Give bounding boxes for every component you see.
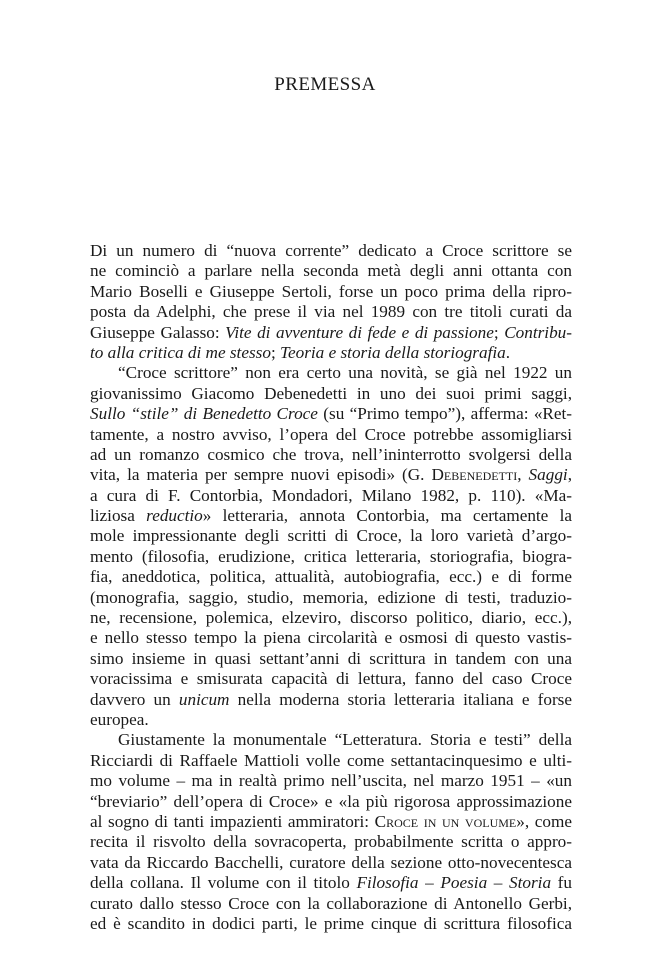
text-line (90, 710, 572, 730)
text-run: ne, recensione, polemica, elzeviro, discorso politico, diario, ecc.), (90, 608, 572, 628)
text-line (90, 486, 572, 506)
text-run: giovanissimo Giacomo Debenedetti in uno dei suoi primi saggi, (90, 383, 572, 403)
text-run: curato dallo stesso Croce con la collaborazione di Antonello Gerbi, (90, 893, 572, 913)
text-run: recita il risvolto della sovracoperta, probabilmente scritta o appro- (90, 832, 572, 852)
text-line (90, 649, 572, 669)
text-run: (monografia, saggio, studio, memoria, edizione di testi, traduzio- (90, 587, 572, 607)
italic-text: Vite di avventure di fede e di passione (225, 322, 494, 342)
text-line (90, 506, 572, 526)
text-line (90, 914, 572, 934)
text-run: Giuseppe Galasso: (90, 322, 226, 342)
text-line (90, 282, 572, 302)
text-run: della collana. Il volume con il titolo (90, 873, 357, 893)
italic-text: to alla critica di me stesso (90, 342, 271, 362)
text-run: ; (270, 342, 281, 362)
text-run: ad un romanzo cosmico che trova, nell’ininterrotto svolgersi della (90, 444, 572, 464)
text-line (90, 792, 572, 812)
italic-text: Contribu- (504, 322, 572, 342)
italic-text: reductio (146, 506, 203, 526)
text-line (90, 363, 572, 383)
text-run: mo volume – ma in realtà primo nell’uscita, nel marzo 1951 – «un (90, 771, 572, 791)
text-run: , (567, 465, 572, 485)
text-run: mole impressionante degli scritti di Croce, la loro varietà d’argo- (90, 526, 572, 546)
text-line (90, 730, 572, 750)
text-run: Mario Boselli e Giuseppe Sertoli, forse un poco prima della ripro- (90, 281, 572, 301)
italic-text: Filosofia – Poesia – Storia (356, 873, 552, 893)
text-run: liziosa (90, 506, 147, 526)
text-run: a cura di F. Contorbia, Mondadori, Milano 1982, p. 110). «Ma- (90, 485, 572, 505)
text-line (90, 323, 572, 343)
text-run: Giustamente la monumentale “Letteratura. Storia e testi” della (118, 730, 572, 750)
text-run: fu (551, 873, 572, 893)
text-line (90, 771, 572, 791)
text-run: e nello stesso tempo la piena circolarità e osmosi di questo vastis- (90, 628, 572, 648)
text-run: europea. (90, 709, 149, 729)
text-run: “breviario” dell’opera di Croce» e «la più rigorosa approssimazione (90, 791, 572, 811)
text-run: ed è scandito in dodici parti, le prime cinque di scrittura filosofica (90, 913, 572, 933)
text-line (90, 547, 572, 567)
text-line (90, 608, 572, 628)
text-line (90, 241, 572, 261)
text-line (90, 404, 572, 424)
text-run: voracissima e smisurata capacità di lettura, fanno del caso Croce (90, 669, 572, 689)
text-line (90, 628, 572, 648)
text-run: vita, la materia per sempre nuovi episodi» (G. (90, 465, 432, 485)
text-run: vata da Riccardo Bacchelli, curatore della sezione otto-novecentesca (90, 852, 572, 872)
text-line (90, 343, 572, 363)
text-run: posta da Adelphi, che prese il via nel 1989 con tre titoli curati da (90, 302, 572, 322)
text-line (90, 894, 572, 914)
text-line (90, 425, 572, 445)
text-line (90, 812, 572, 832)
italic-text: Sullo “stile” di Benedetto Croce (90, 404, 318, 424)
text-line (90, 690, 572, 710)
text-line (90, 669, 572, 689)
text-run: . (505, 342, 511, 362)
text-run: “Croce scrittore” non era certo una novità, se già nel 1922 un (118, 363, 572, 383)
text-run: », come (516, 811, 572, 831)
text-line (90, 567, 572, 587)
text-line (90, 261, 572, 281)
text-line (90, 384, 572, 404)
text-run: (su “Primo tempo”), afferma: «Ret- (317, 404, 572, 424)
text-run: Di un numero di “nuova corrente” dedicato a Croce scrittore se (90, 241, 572, 260)
text-line (90, 873, 572, 893)
text-run: » letteraria, annota Contorbia, ma certamente la (202, 506, 572, 526)
text-run: al sogno di tanti impazienti ammiratori: (90, 811, 375, 831)
text-line (90, 465, 572, 485)
text-line (90, 588, 572, 608)
small-caps-text: Debenedetti (431, 465, 518, 485)
text-run: fia, aneddotica, politica, attualità, autobiografia, ecc.) e di forme (90, 567, 572, 587)
body-text (90, 241, 572, 934)
text-line (90, 526, 572, 546)
italic-text: Teoria e storia della storiografia (280, 342, 506, 362)
text-run: ne cominciò a parlare nella seconda metà degli anni ottanta con (90, 261, 572, 281)
italic-text: unicum (178, 689, 230, 709)
text-run: , (517, 465, 529, 485)
text-run: nella moderna storia letteraria italiana e forse (229, 689, 572, 709)
small-caps-text: Croce in un volume (374, 811, 517, 831)
text-line (90, 832, 572, 852)
text-run: mento (filosofia, erudizione, critica letteraria, storiografia, biogra- (90, 546, 572, 566)
text-line (90, 302, 572, 322)
page-title: PREMESSA (274, 74, 376, 95)
text-run: Ricciardi di Raffaele Mattioli volle come settantacinquesimo e ulti- (90, 750, 572, 770)
text-line (90, 751, 572, 771)
text-line (90, 853, 572, 873)
italic-text: Saggi (528, 465, 568, 485)
text-run: simo insieme in quasi settant’anni di scrittura in tandem con una (90, 648, 572, 668)
text-run: ; (493, 322, 505, 342)
text-line (90, 445, 572, 465)
text-run: tamente, a nostro avviso, l’opera del Croce potrebbe assomigliarsi (90, 424, 572, 444)
text-run: davvero un (90, 689, 179, 709)
